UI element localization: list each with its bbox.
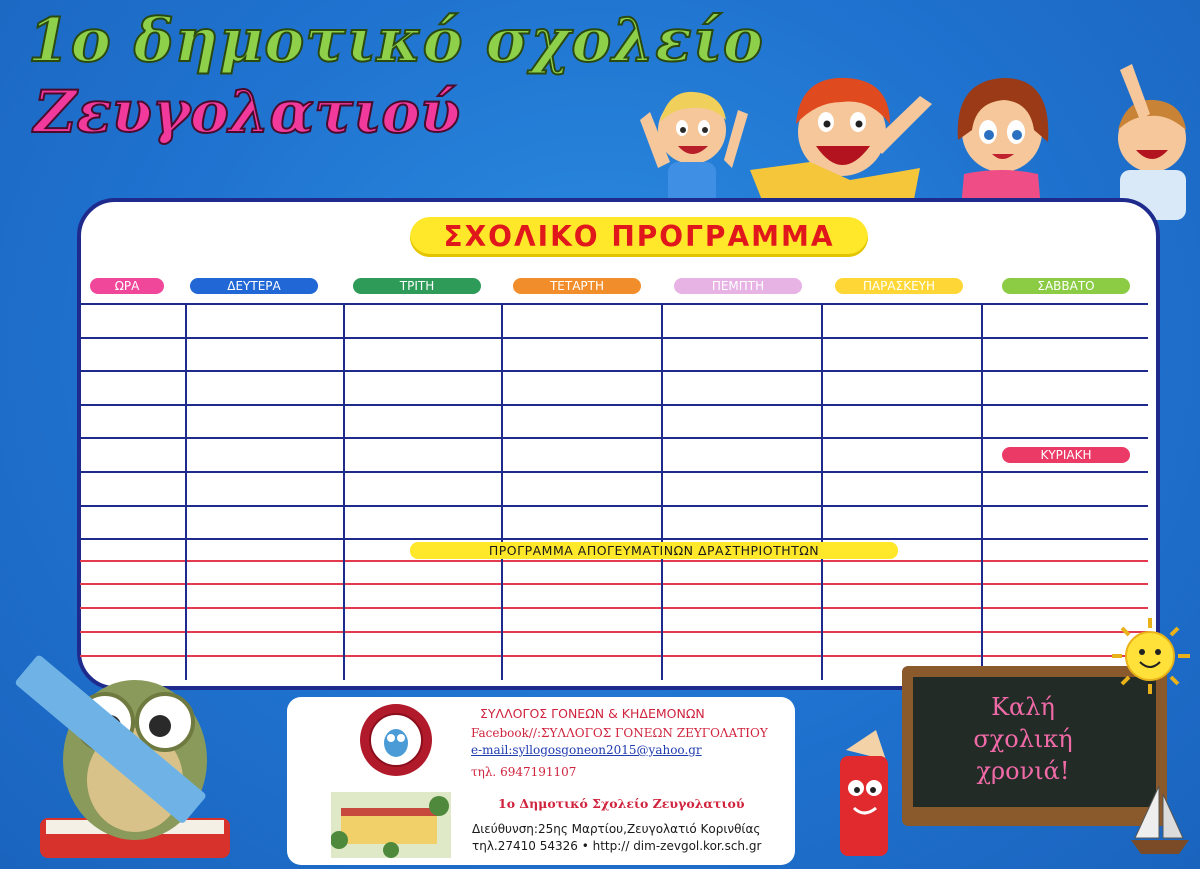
- grid-column-line: [821, 303, 823, 680]
- chalkboard-greeting: Καλή σχολική χρονιά!: [973, 693, 1073, 785]
- grid-row-line: [80, 370, 1148, 372]
- grid-column-line: [661, 303, 663, 680]
- sun-icon: [1098, 606, 1198, 696]
- header-pill-monday: ΔΕΥΤΕΡΑ: [190, 278, 318, 294]
- header-pill-saturday: ΣΑΒΒΑΤΟ: [1002, 278, 1130, 294]
- school-name: 1ο Δημοτικό Σχολείο Ζευγολατιού: [498, 796, 745, 811]
- association-name: ΣΥΛΛΟΓΟΣ ΓΟΝΕΩΝ & ΚΗΔΕΜΟΝΩΝ: [480, 706, 705, 721]
- afternoon-row-line: [80, 607, 1148, 609]
- schedule-banner: [410, 217, 868, 257]
- grid-column-line: [981, 303, 983, 680]
- grid-row-line: [80, 303, 1148, 305]
- school-contact[interactable]: τηλ.27410 54326 • http:// dim-zevgol.kor.sch.gr: [472, 839, 762, 853]
- afternoon-banner-title: ΠΡΟΓΡΑΜΜΑ ΑΠΟΓΕΥΜΑΤΙΝΩΝ ΔΡΑΣΤΗΡΙΟΤΗΤΩΝ: [488, 543, 820, 558]
- schedule-banner-title: ΣΧΟΛΙΚΟ ΠΡΟΓΡΑΜΜΑ: [443, 220, 835, 253]
- kids-illustration: [620, 50, 1200, 220]
- email-link[interactable]: e-mail:syllogosgoneon2015@yahoo.gr: [471, 743, 702, 757]
- school-building-photo: [331, 792, 451, 858]
- grid-row-line: [80, 505, 1148, 507]
- header-pill-sunday: ΚΥΡΙΑΚΗ: [1002, 447, 1130, 463]
- facebook-text: Facebook//:ΣΥΛΛΟΓΟΣ ΓΟΝΕΩΝ ΖΕΥΓΟΛΑΤΙΟΥ: [471, 726, 768, 740]
- chalkboard-surface: [913, 677, 1156, 807]
- phone-text: τηλ. 6947191107: [471, 765, 577, 779]
- grid-row-line: [80, 538, 1148, 540]
- grid-row-line: [80, 404, 1148, 406]
- schedule-sheet: [77, 198, 1160, 690]
- header-pill-thursday: ΠΕΜΠΤΗ: [674, 278, 802, 294]
- header-pill-tuesday: ΤΡΙΤΗ: [353, 278, 481, 294]
- header-pill-friday: ΠΑΡΑΣΚΕΥΗ: [835, 278, 963, 294]
- pencil-illustration: [816, 730, 916, 866]
- grid-row-line: [80, 471, 1148, 473]
- header-pill-hour: ΩΡΑ: [90, 278, 164, 294]
- grid-column-line: [501, 303, 503, 680]
- seal-logo: [357, 701, 435, 779]
- grid-row-line: [80, 437, 1148, 439]
- header-pill-wednesday: ΤΕΤΑΡΤΗ: [513, 278, 641, 294]
- school-address: Διεύθυνση:25ης Μαρτίου,Ζευγολατιό Κορινθίας: [472, 822, 761, 836]
- owl-illustration: [10, 650, 260, 869]
- afternoon-row-line: [80, 583, 1148, 585]
- grid-row-line: [80, 337, 1148, 339]
- afternoon-row-line: [80, 560, 1148, 562]
- title-line-2: Ζευγολατιού: [34, 78, 461, 146]
- title-line-1: 1ο δημοτικό σχολείο: [28, 6, 764, 76]
- afternoon-row-line: [80, 631, 1148, 633]
- grid-column-line: [343, 303, 345, 680]
- sailboat-icon: [1125, 780, 1195, 860]
- afternoon-banner: [410, 542, 898, 559]
- grid-column-line: [185, 303, 187, 680]
